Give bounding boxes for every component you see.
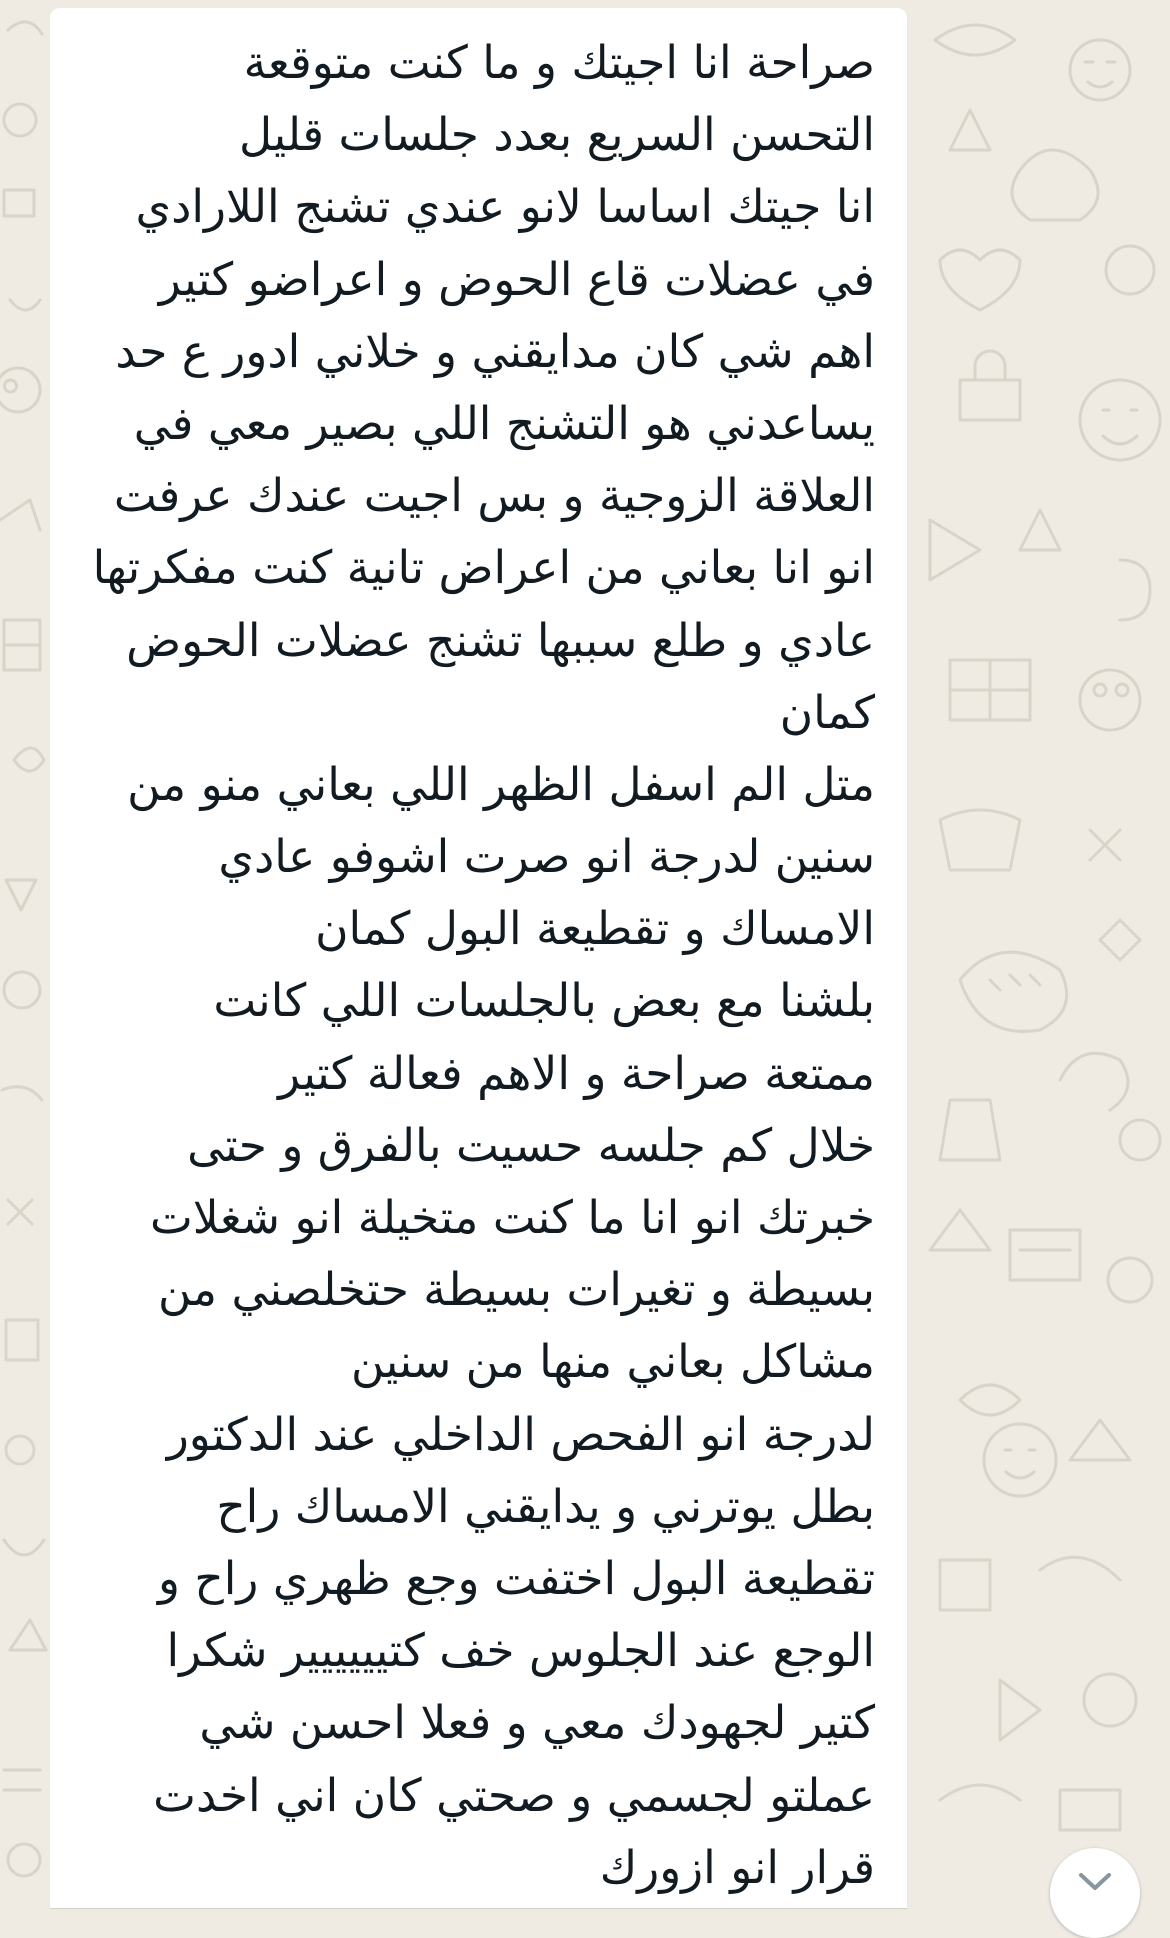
message-line: بطل يوترني و يدايقني الامساك راح — [216, 1479, 875, 1533]
message-line: ممتعة صراحة و الاهم فعالة كتير — [278, 1046, 875, 1100]
message-line: بسيطة و تغيرات بسيطة حتخلصني من — [157, 1263, 875, 1317]
message-line: عادي و طلع سببها تشنج عضلات الحوض — [126, 613, 875, 667]
message-line: الوجع عند الجلوس خف كتيييييير شكرا — [166, 1624, 875, 1678]
message-line: التحسن السريع بعدد جلسات قليل — [238, 108, 875, 162]
message-line: يساعدني هو التشنج اللي بصير معي في — [133, 396, 875, 450]
message-line: عملتو لجسمي و صحتي كان اني اخدت — [153, 1768, 875, 1822]
message-line: خلال كم جلسه حسيت بالفرق و حتى — [187, 1118, 875, 1172]
message-line: مشاكل بعاني منها من سنين — [350, 1335, 875, 1389]
message-line: كتير لجهودك معي و فعلا احسن شي — [199, 1696, 875, 1750]
message-line: صراحة انا اجيتك و ما كنت متوقعة — [243, 36, 875, 89]
message-line: العلاقة الزوجية و بس اجيت عندك عرفت — [113, 469, 875, 523]
message-line: تقطيعة البول اختفت وجع ظهري راح و — [157, 1551, 875, 1605]
message-line: انا جيتك اساسا لانو عندي تشنج اللارادي — [135, 180, 875, 234]
message-line: في عضلات قاع الحوض و اعراضو كتير — [158, 252, 875, 306]
message-line: خبرتك انو انا ما كنت متخيلة انو شغلات — [149, 1191, 875, 1244]
message-line: قرار انو ازورك — [599, 1840, 875, 1894]
chevron-down-icon — [1078, 1872, 1112, 1892]
message-line: متل الم اسفل الظهر اللي بعاني منو من — [127, 757, 875, 811]
scroll-to-bottom-button[interactable] — [1050, 1848, 1140, 1938]
message-line: اهم شي كان مدايقني و خلاني ادور ع حد — [115, 324, 875, 378]
message-text — [65, 27, 875, 1904]
message-line: كمان — [779, 685, 875, 739]
message-line: سنين لدرجة انو صرت اشوفو عادي — [218, 830, 875, 884]
message-line: لدرجة انو الفحص الداخلي عند الدكتور — [166, 1407, 875, 1461]
message-bubble[interactable] — [50, 8, 907, 1908]
message-line: بلشنا مع بعض بالجلسات اللي كانت — [213, 974, 875, 1028]
message-line: الامساك و تقطيعة البول كمان — [315, 902, 875, 956]
message-line: انو انا بعاني من اعراض تانية كنت مفكرتها — [92, 541, 875, 595]
